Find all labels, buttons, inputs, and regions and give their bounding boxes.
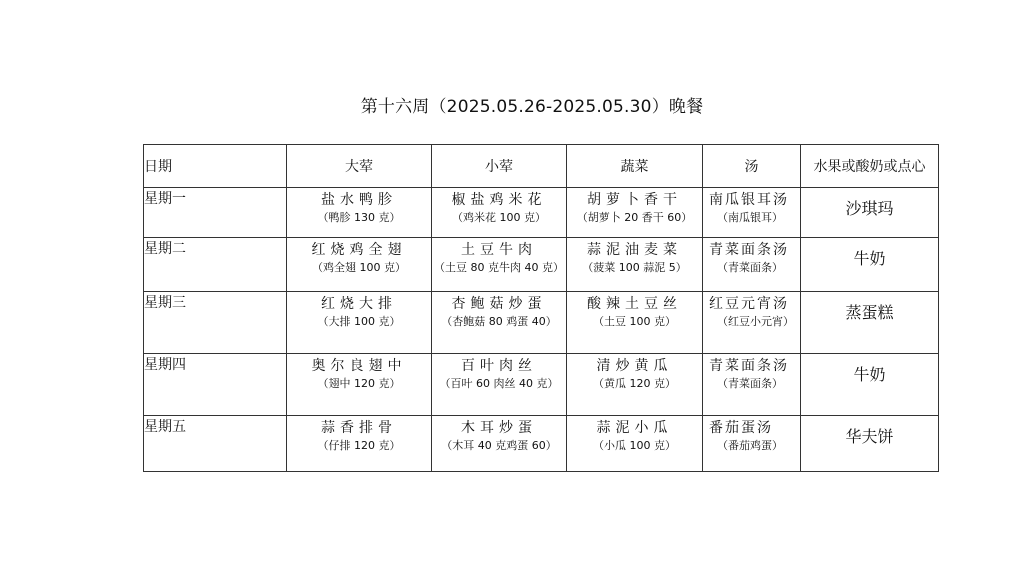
dish-name: 青菜面条汤 — [709, 358, 789, 374]
dish-note: （鸭胗 130 克） — [317, 211, 401, 224]
header-date: 日期 — [144, 145, 287, 188]
vegetable-cell — [567, 354, 703, 416]
day-cell: 星期一 — [144, 188, 287, 238]
fruit-cell — [801, 354, 939, 416]
dish-name: 南瓜银耳汤 — [709, 192, 789, 208]
day-cell: 星期三 — [144, 292, 287, 354]
dish-note: （番茄鸡蛋） — [717, 439, 783, 452]
soup-cell — [703, 416, 801, 472]
dish-note: （青菜面条） — [717, 377, 783, 390]
day-cell: 星期二 — [144, 238, 287, 292]
day-cell: 星期四 — [144, 354, 287, 416]
dish-name: 番茄蛋汤 — [709, 420, 773, 436]
dish-note: （青菜面条） — [717, 261, 783, 274]
big-meat-cell — [287, 238, 432, 292]
dish-name: 蒜香排骨 — [321, 420, 397, 436]
fruit-cell — [801, 416, 939, 472]
dish-note: （百叶 60 肉丝 40 克） — [439, 377, 559, 390]
soup-cell — [703, 292, 801, 354]
vegetable-cell — [567, 238, 703, 292]
vegetable-cell — [567, 292, 703, 354]
big-meat-cell — [287, 416, 432, 472]
big-meat-cell — [287, 354, 432, 416]
vegetable-cell — [567, 188, 703, 238]
dish-name: 土豆牛肉 — [461, 242, 537, 258]
header-big-meat: 大荤 — [287, 145, 432, 188]
vegetable-cell — [567, 416, 703, 472]
dinner-menu-table — [143, 144, 939, 472]
small-meat-cell — [432, 292, 567, 354]
big-meat-cell — [287, 188, 432, 238]
dish-note: （木耳 40 克鸡蛋 60） — [441, 439, 557, 452]
dish-name: 青菜面条汤 — [709, 242, 789, 258]
table-row — [144, 238, 939, 292]
fruit-cell — [801, 292, 939, 354]
dish-note: （翅中 120 克） — [317, 377, 401, 390]
header-row — [144, 145, 939, 188]
dish-name: 杏鲍菇炒蛋 — [451, 296, 547, 312]
dish-note: （仔排 120 克） — [317, 439, 401, 452]
soup-cell — [703, 354, 801, 416]
table-row — [144, 188, 939, 238]
dish-name: 蒜泥小瓜 — [596, 420, 673, 436]
fruit-item: 沙琪玛 — [845, 199, 894, 218]
dish-note: （红豆小元宵） — [717, 315, 794, 328]
dish-name: 蒜泥油麦菜 — [587, 242, 682, 258]
dish-name: 胡萝卜香干 — [587, 192, 682, 208]
small-meat-cell — [432, 354, 567, 416]
table-row — [144, 354, 939, 416]
fruit-item: 牛奶 — [853, 249, 886, 268]
dish-name: 酸辣土豆丝 — [587, 296, 682, 312]
soup-cell — [703, 188, 801, 238]
dish-note: （大排 100 克） — [317, 315, 401, 328]
fruit-cell — [801, 188, 939, 238]
dish-note: （鸡米花 100 克） — [452, 211, 546, 224]
header-fruit: 水果或酸奶或点心 — [801, 145, 939, 188]
dish-name: 红豆元宵汤 — [709, 296, 789, 312]
dish-note: （杏鲍菇 80 鸡蛋 40） — [441, 315, 557, 328]
small-meat-cell — [432, 416, 567, 472]
header-soup: 汤 — [703, 145, 801, 188]
dish-name: 百叶肉丝 — [461, 358, 537, 374]
dish-note: （胡萝卜 20 香干 60） — [576, 211, 693, 224]
dish-note: （黄瓜 120 克） — [593, 377, 676, 390]
day-cell: 星期五 — [144, 416, 287, 472]
dish-name: 红烧大排 — [321, 296, 397, 312]
dish-note: （南瓜银耳） — [717, 211, 783, 224]
fruit-item: 华夫饼 — [845, 427, 894, 446]
dish-name: 红烧鸡全翅 — [311, 242, 407, 258]
fruit-item: 蒸蛋糕 — [845, 303, 894, 322]
fruit-cell — [801, 238, 939, 292]
header-small-meat: 小荤 — [432, 145, 567, 188]
dish-name: 盐水鸭胗 — [321, 192, 397, 208]
dish-name: 木耳炒蛋 — [461, 420, 537, 436]
dish-note: （土豆 100 克） — [593, 315, 676, 328]
dish-note: （菠菜 100 蒜泥 5） — [582, 261, 687, 274]
small-meat-cell — [432, 238, 567, 292]
dish-note: （土豆 80 克牛肉 40 克） — [434, 261, 564, 274]
dish-note: （鸡全翅 100 克） — [312, 261, 406, 274]
soup-cell — [703, 238, 801, 292]
dish-note: （小瓜 100 克） — [593, 439, 676, 452]
page-title: 第十六周（2025.05.26-2025.05.30）晚餐 — [360, 97, 704, 117]
dish-name: 清炒黄瓜 — [596, 358, 673, 374]
big-meat-cell — [287, 292, 432, 354]
dish-name: 椒盐鸡米花 — [451, 192, 547, 208]
small-meat-cell — [432, 188, 567, 238]
table-row — [144, 416, 939, 472]
dish-name: 奥尔良翅中 — [311, 358, 407, 374]
table-row — [144, 292, 939, 354]
header-vegetable: 蔬菜 — [567, 145, 703, 188]
fruit-item: 牛奶 — [853, 365, 886, 384]
